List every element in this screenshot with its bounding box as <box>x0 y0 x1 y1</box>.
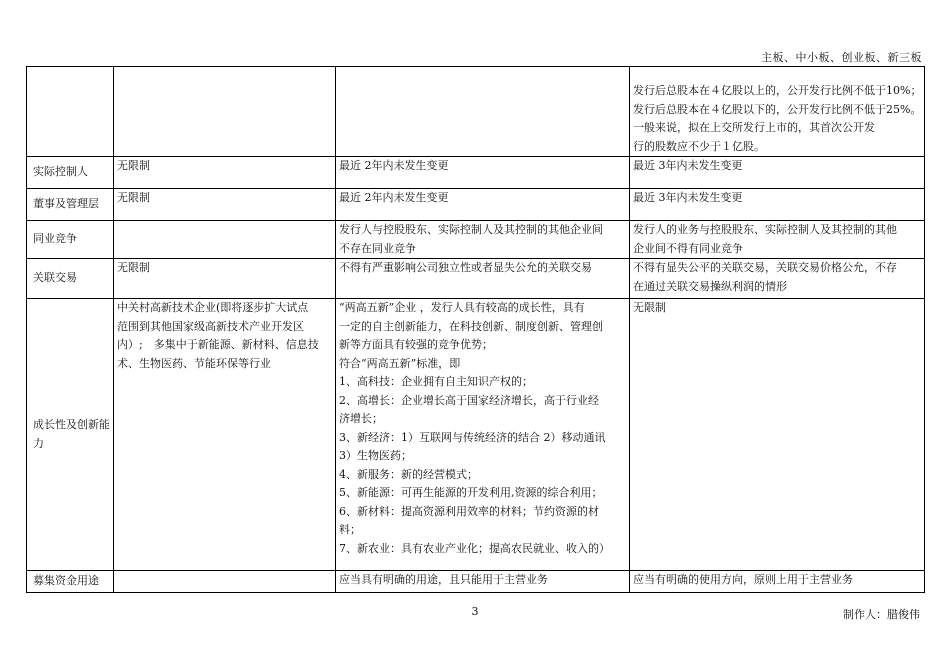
cell-line: 3、新经济：1）互联网与传统经济的结合 2）移动通讯 <box>339 430 606 444</box>
cell-line: 发行后总股本在４亿股以下的，公开发行比例不低于25%。 <box>633 102 922 116</box>
cell-c3 <box>630 221 925 259</box>
cell-c3 <box>630 157 925 189</box>
cell-c2 <box>336 157 630 189</box>
comparison-table <box>26 66 925 593</box>
author-credit: 制作人：腊俊伟 <box>843 608 920 621</box>
cell-c1 <box>114 571 336 593</box>
cell-c2 <box>336 571 630 593</box>
table-row <box>27 299 925 571</box>
cell-line: 不存在同业竞争 <box>339 241 416 255</box>
cell-line: 发行人的业务与控股股东、实际控制人及其控制的其他 <box>633 223 897 236</box>
row-label: 募集资金用途 <box>27 571 114 593</box>
table-row <box>27 571 925 593</box>
row-label: 实际控制人 <box>27 157 114 189</box>
cell-line: 一定的自主创新能力，在科技创新、制度创新、管理创 <box>339 319 603 333</box>
cell-c3 <box>630 571 925 593</box>
cell-line: 最近 2年内未发生变更 <box>339 191 449 204</box>
cell-c3 <box>630 189 925 221</box>
table-row <box>27 157 925 189</box>
table-row <box>27 67 925 157</box>
cell-line: 最近 3年内未发生变更 <box>633 159 743 172</box>
cell-line: 符合“两高五新”标准，即 <box>339 356 461 370</box>
cell-c3 <box>630 299 925 571</box>
cell-line: 内）; 多集中于新能源、新材料、信息技 <box>117 338 319 351</box>
row-label <box>27 67 114 157</box>
cell-line: 一般来说，拟在上交所发行上市的，其首次公开发 <box>633 121 875 134</box>
cell-line: 在通过关联交易操纵利润的情形 <box>633 279 787 293</box>
cell-line: 无限制 <box>633 301 666 314</box>
cell-line: 无限制 <box>117 191 150 204</box>
cell-line: 发行后总股本在４亿股以上的，公开发行比例不低于10%； <box>633 84 922 97</box>
row-label: 董事及管理层 <box>27 189 114 221</box>
cell-line: 术、生物医药、节能环保等行业 <box>117 356 271 370</box>
cell-c2 <box>336 189 630 221</box>
table-row <box>27 259 925 299</box>
cell-line: 行的股数应不少于１亿股。 <box>633 139 765 153</box>
row-label: 成长性及创新能力 <box>27 299 114 571</box>
cell-line: 应当有明确的使用方向，原则上用于主营业务 <box>633 573 853 586</box>
cell-line: 济增长； <box>339 412 383 425</box>
cell-line: 发行人与控股股东、实际控制人及其控制的其他企业间 <box>339 223 603 236</box>
row-label: 关联交易 <box>27 259 114 299</box>
cell-c1 <box>114 299 336 571</box>
cell-line: 5、新能源：可再生能源的开发利用,资源的综合利用； <box>339 486 603 499</box>
cell-line: 最近 3年内未发生变更 <box>633 191 743 204</box>
cell-line: 2、高增长：企业增长高于国家经济增长，高于行业经 <box>339 393 599 407</box>
cell-line: 不得有显失公平的关联交易，关联交易价格公允，不存 <box>633 261 897 274</box>
cell-line: 1、高科技：企业拥有自主知识产权的； <box>339 375 533 388</box>
cell-line: 4、新服务：新的经营模式； <box>339 467 478 481</box>
cell-line: 3）生物医药； <box>339 449 412 462</box>
cell-c3 <box>630 259 925 299</box>
page-header-boards: 主板、中小板、创业板、新三板 <box>761 51 922 64</box>
cell-line: 企业间不得有同业竞争 <box>633 241 743 255</box>
cell-line: 中关村高新技术企业(即将逐步扩大试点 <box>117 301 309 314</box>
cell-line: 无限制 <box>117 159 150 172</box>
cell-c3 <box>630 67 925 157</box>
cell-c1 <box>114 157 336 189</box>
cell-line: “两高五新”企业 ，发行人具有较高的成长性，具有 <box>339 301 585 314</box>
row-label: 同业竞争 <box>27 221 114 259</box>
cell-line: 应当具有明确的用途，且只能用于主营业务 <box>339 573 548 586</box>
cell-c2 <box>336 299 630 571</box>
cell-c1 <box>114 189 336 221</box>
cell-line: 范围到其他国家级高新技术产业开发区 <box>117 319 304 333</box>
table-row <box>27 189 925 221</box>
cell-c1 <box>114 67 336 157</box>
cell-line: 新等方面具有较强的竞争优势； <box>339 338 493 351</box>
cell-line: 无限制 <box>117 261 150 274</box>
cell-c1 <box>114 221 336 259</box>
cell-c2 <box>336 67 630 157</box>
cell-c2 <box>336 221 630 259</box>
cell-c2 <box>336 259 630 299</box>
cell-line: 最近 2年内未发生变更 <box>339 159 449 172</box>
cell-line: 7、新农业：具有农业产业化；提高农民就业、收入的） <box>339 541 610 555</box>
cell-line: 6、新材料：提高资源利用效率的材料；节约资源的材 <box>339 504 599 518</box>
cell-line: 不得有严重影响公司独立性或者显失公允的关联交易 <box>339 261 592 274</box>
page-number: 3 <box>471 605 479 618</box>
cell-c1 <box>114 259 336 299</box>
cell-line: 料； <box>339 523 361 536</box>
table-row <box>27 221 925 259</box>
